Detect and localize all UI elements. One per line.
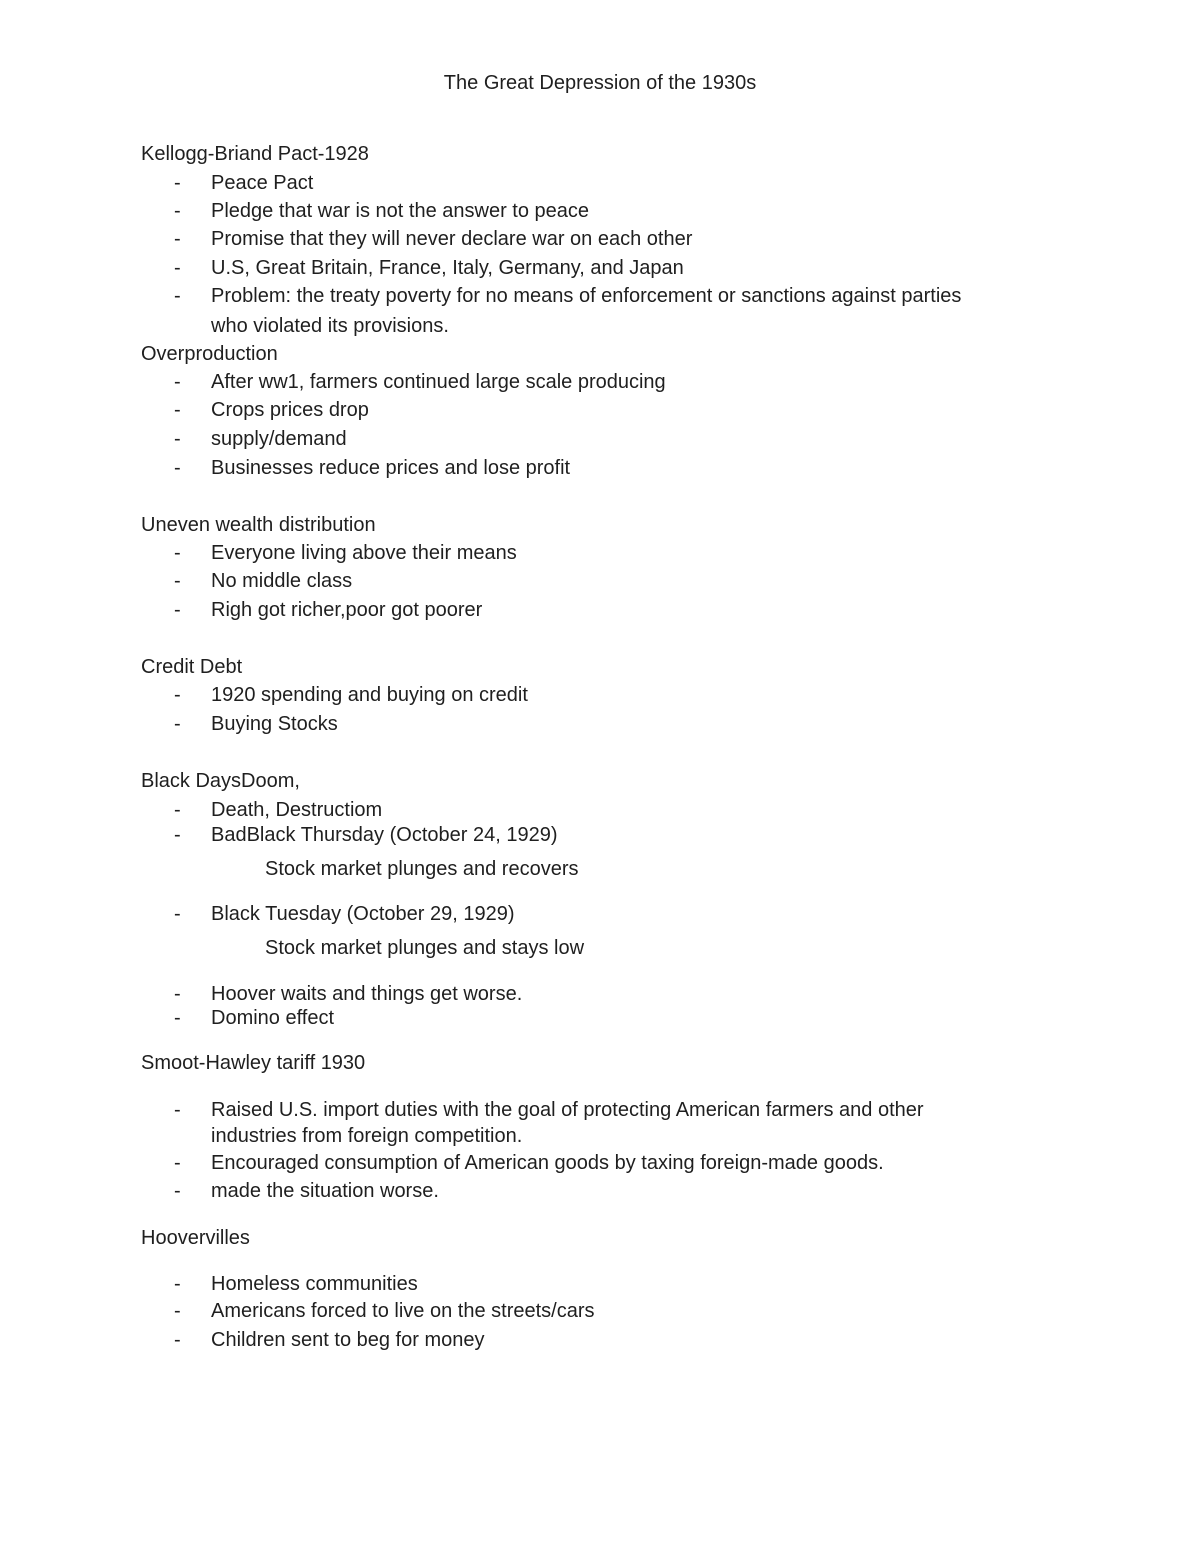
- bullet-text: Buying Stocks: [211, 713, 338, 735]
- bullet-dash: -: [174, 428, 181, 450]
- bullet-dash: -: [174, 1273, 181, 1295]
- sub-note: Stock market plunges and stays low: [265, 937, 585, 959]
- bullet-dash: -: [174, 257, 181, 279]
- bullet-dash: -: [174, 457, 181, 479]
- bullet-text: Raised U.S. import duties with the goal of protecting American farmers and other: [211, 1099, 924, 1121]
- bullet-dash: -: [174, 1180, 181, 1202]
- bullet-continuation: industries from foreign competition.: [211, 1125, 523, 1147]
- bullet-text: supply/demand: [211, 428, 347, 450]
- bullet-text: made the situation worse.: [211, 1180, 439, 1202]
- bullet-text: BadBlack Thursday (October 24, 1929): [211, 824, 558, 846]
- bullet-text: Encouraged consumption of American goods by taxing foreign-made goods.: [211, 1152, 884, 1174]
- bullet-text: 1920 spending and buying on credit: [211, 684, 528, 706]
- bullet-dash: -: [174, 542, 181, 564]
- bullet-dash: -: [174, 285, 181, 307]
- bullet-dash: -: [174, 570, 181, 592]
- bullet-dash: -: [174, 1007, 181, 1029]
- bullet-dash: -: [174, 684, 181, 706]
- bullet-text: No middle class: [211, 570, 353, 592]
- bullet-dash: -: [174, 371, 181, 393]
- bullet-dash: -: [174, 799, 181, 821]
- bullet-dash: -: [174, 1300, 181, 1322]
- section-heading: Overproduction: [141, 343, 278, 365]
- bullet-dash: -: [174, 200, 181, 222]
- bullet-dash: -: [174, 228, 181, 250]
- page-title: The Great Depression of the 1930s: [443, 72, 757, 94]
- bullet-text: Crops prices drop: [211, 399, 369, 421]
- bullet-text: Problem: the treaty poverty for no means of enforcement or sanctions against parties: [211, 285, 962, 307]
- bullet-text: Promise that they will never declare war on each other: [211, 228, 693, 250]
- section-heading: Uneven wealth distribution: [141, 514, 376, 536]
- bullet-text: Children sent to beg for money: [211, 1329, 485, 1351]
- bullet-text: Americans forced to live on the streets/cars: [211, 1300, 595, 1322]
- bullet-text: Hoover waits and things get worse.: [211, 983, 523, 1005]
- bullet-text: Everyone living above their means: [211, 542, 517, 564]
- sub-note: Stock market plunges and recovers: [265, 858, 579, 880]
- section-heading: Black DaysDoom,: [141, 770, 300, 792]
- section-heading: Hoovervilles: [141, 1227, 250, 1249]
- bullet-text: U.S, Great Britain, France, Italy, Germany, and Japan: [211, 257, 684, 279]
- bullet-dash: -: [174, 824, 181, 846]
- bullet-text: After ww1, farmers continued large scale producing: [211, 371, 666, 393]
- bullet-continuation: who violated its provisions.: [211, 315, 449, 337]
- bullet-dash: -: [174, 1329, 181, 1351]
- bullet-text: Righ got richer,poor got poorer: [211, 599, 483, 621]
- bullet-dash: -: [174, 1099, 181, 1121]
- bullet-dash: -: [174, 399, 181, 421]
- bullet-text: Pledge that war is not the answer to peace: [211, 200, 590, 222]
- section-heading: Credit Debt: [141, 656, 243, 678]
- bullet-text: Death, Destructiom: [211, 799, 383, 821]
- bullet-text: Homeless communities: [211, 1273, 418, 1295]
- section-heading: Smoot-Hawley tariff 1930: [141, 1052, 366, 1074]
- bullet-text: Peace Pact: [211, 172, 314, 194]
- bullet-dash: -: [174, 172, 181, 194]
- bullet-dash: -: [174, 983, 181, 1005]
- bullet-dash: -: [174, 903, 181, 925]
- bullet-text: Black Tuesday (October 29, 1929): [211, 903, 515, 925]
- bullet-text: Domino effect: [211, 1007, 335, 1029]
- bullet-dash: -: [174, 1152, 181, 1174]
- bullet-text: Businesses reduce prices and lose profit: [211, 457, 571, 479]
- section-heading: Kellogg-Briand Pact-1928: [141, 143, 369, 165]
- bullet-dash: -: [174, 599, 181, 621]
- bullet-dash: -: [174, 713, 181, 735]
